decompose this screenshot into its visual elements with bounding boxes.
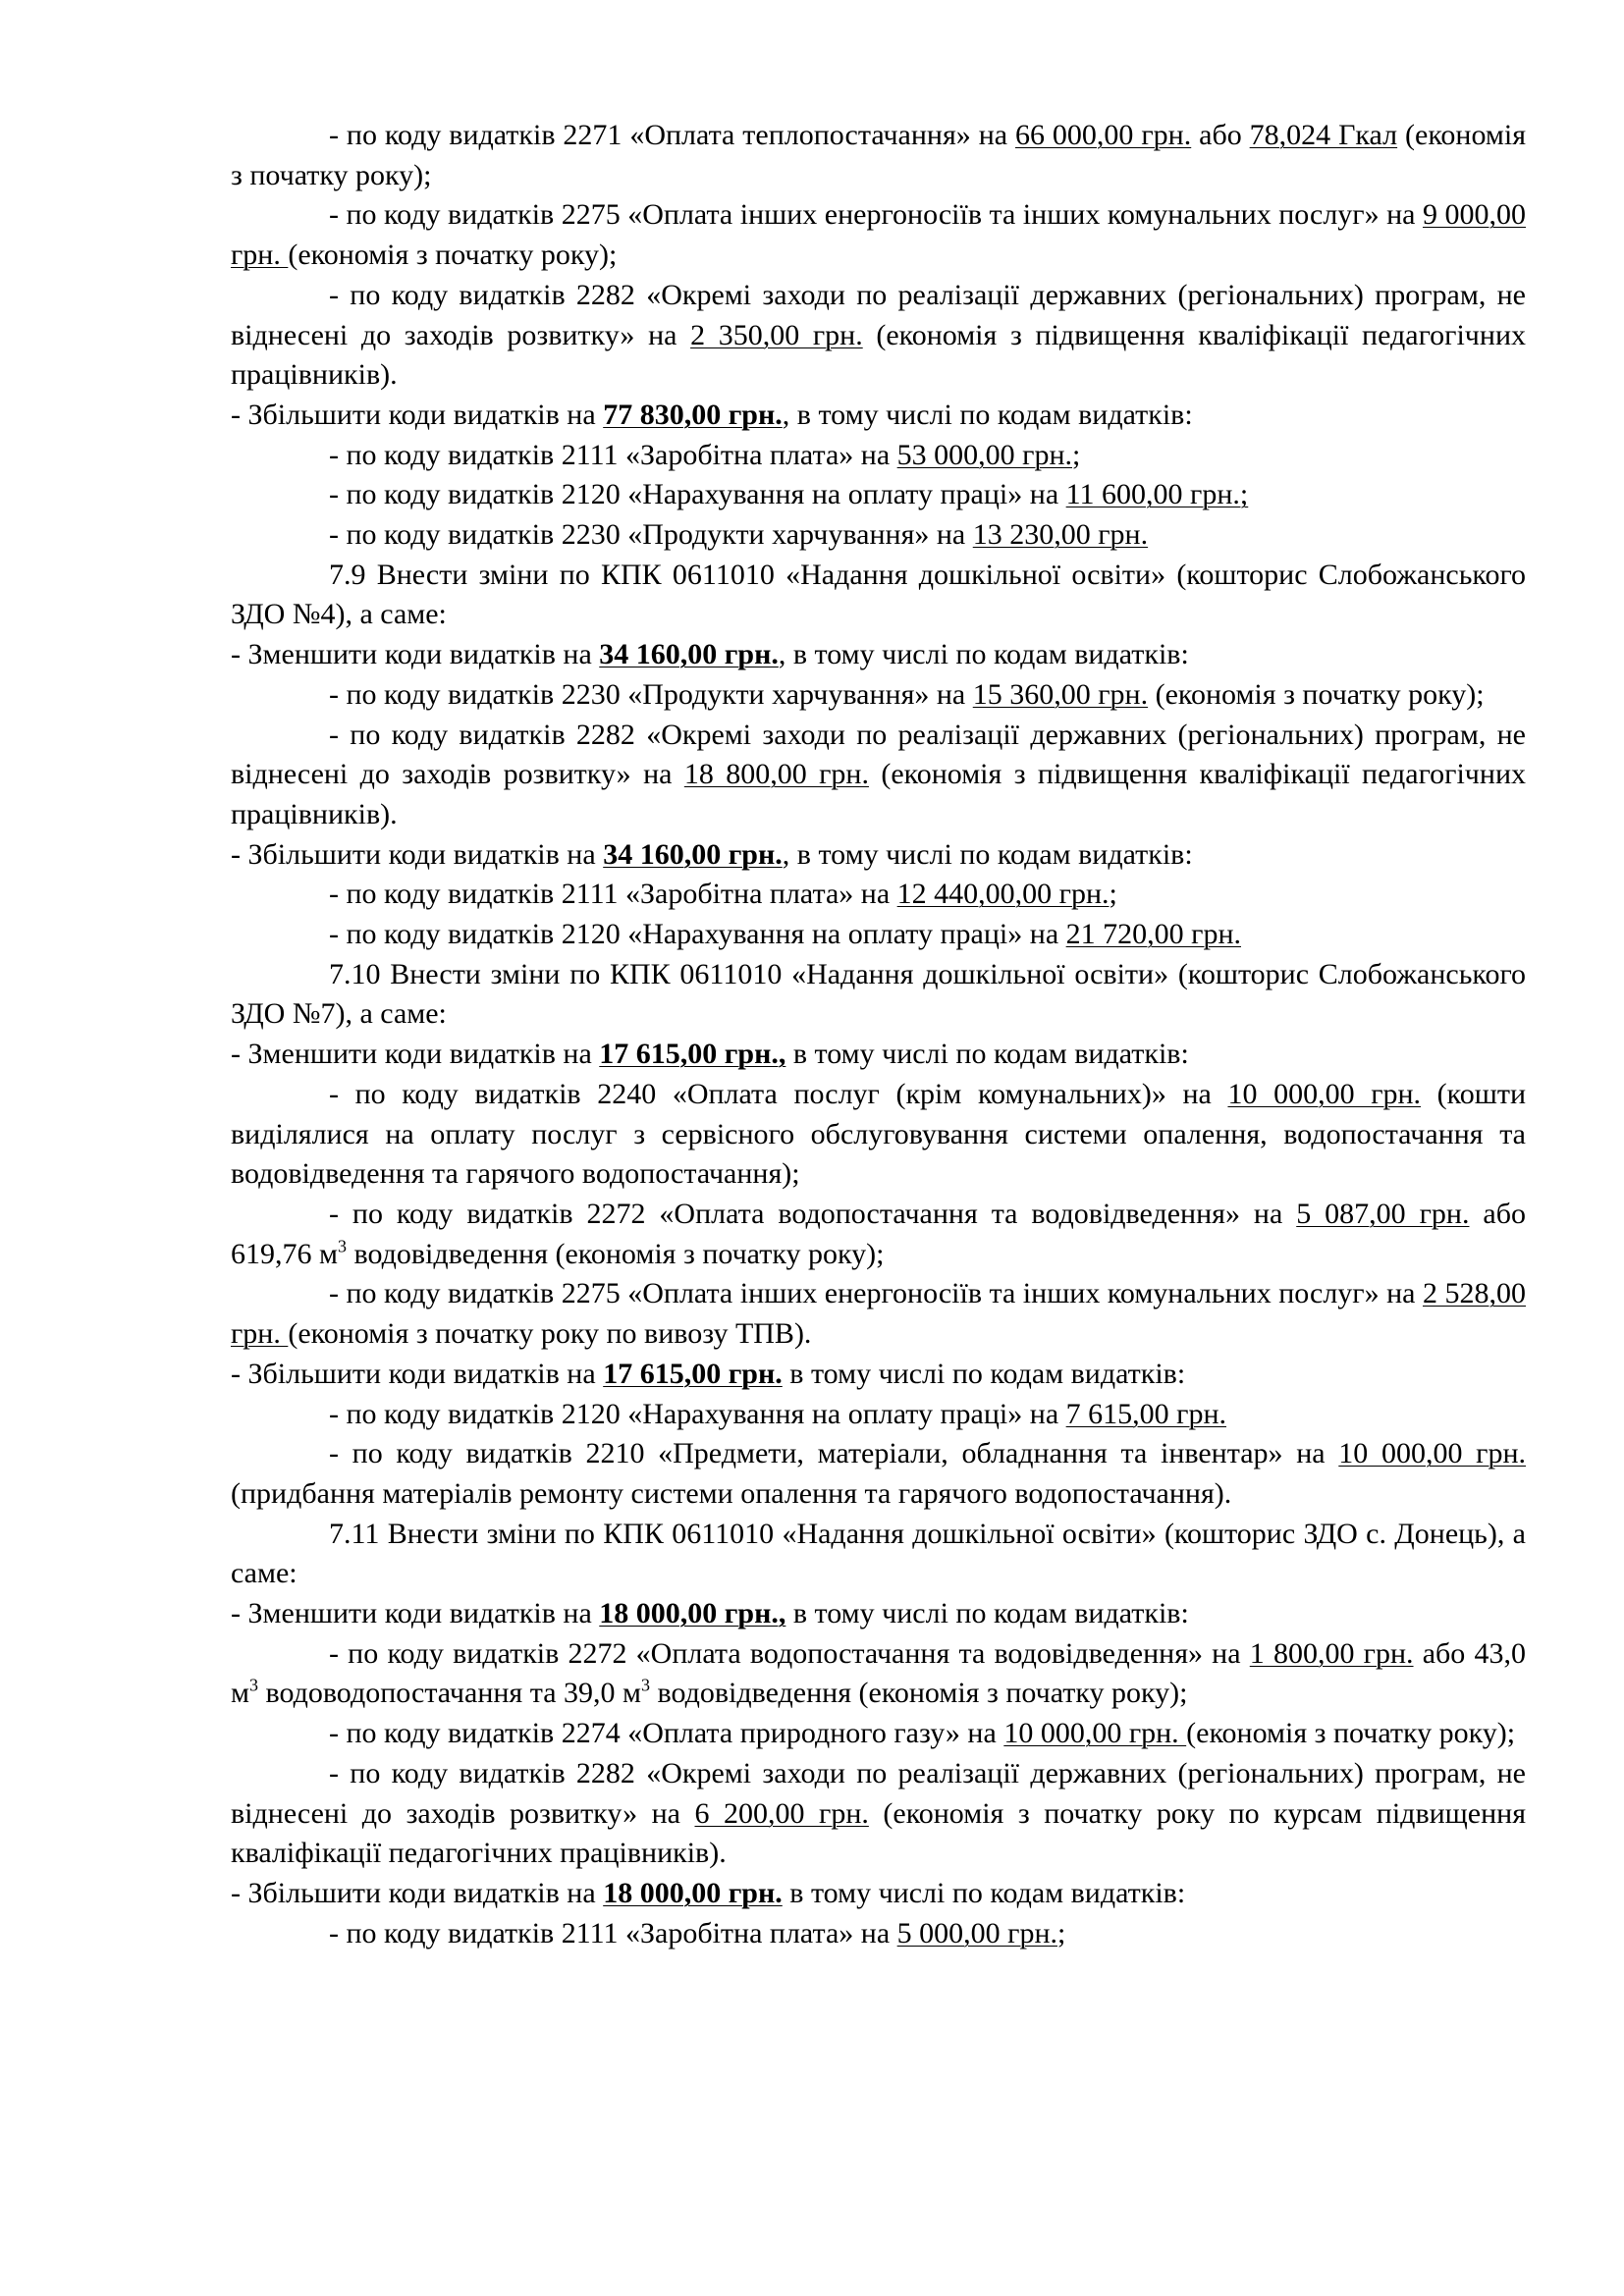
superscript: 3 [248, 1675, 258, 1695]
text-run: - по коду видатків 2120 «Нарахування на оплату праці» на [329, 478, 1066, 511]
text-run: в тому числі по кодам видатків: [785, 1597, 1189, 1630]
paragraph [231, 436, 1526, 476]
paragraph [231, 1075, 1526, 1195]
superscript: 3 [641, 1675, 650, 1695]
amount-text: 10 000,00 грн. [1003, 1717, 1187, 1750]
amount-text: 34 160,00 грн. [603, 837, 783, 871]
text-run: ; [1057, 1916, 1066, 1949]
text-run: в тому числі по кодам видатків: [785, 1038, 1189, 1071]
amount-text: 12 440,00,00 грн. [896, 878, 1110, 911]
paragraph [231, 1355, 1526, 1395]
text-run: (економія з початку року); [1186, 1717, 1516, 1750]
text-run: - Збільшити коди видатків на [231, 1876, 604, 1909]
amount-text: 34 160,00 грн. [599, 638, 779, 671]
text-run: , в тому числі по кодам видатків: [782, 398, 1193, 431]
paragraph [231, 1434, 1526, 1514]
text-run: ; [1109, 878, 1117, 911]
amount-text: 17 615,00 грн., [599, 1038, 786, 1071]
paragraph [231, 1914, 1526, 1954]
amount-text: 21 720,00 грн. [1065, 918, 1241, 951]
text-run: 7.11 Внести зміни по КПК 0611010 «Надання дошкільної освіти» (кошторис ЗДО с. Донець), а саме: [231, 1517, 1526, 1590]
text-run: (економія з початку року по курсам підвищення кваліфікації педагогічних працівників). [231, 1796, 1526, 1870]
text-run: (економія з підвищення кваліфікації педагогічних працівників). [231, 758, 1527, 830]
paragraph [231, 915, 1526, 955]
paragraph [231, 1395, 1526, 1435]
text-run: (економія з підвищення кваліфікації педагогічних працівників). [231, 318, 1527, 392]
text-run: - по коду видатків 2111 «Заробітна плата» на [329, 438, 897, 471]
text-run: - по коду видатків 2282 «Окремі заходи по реалізації державних (регіональних) програм, не віднесені до заходів розвитку» на [231, 718, 1526, 791]
text-run: 7.9 Внести зміни по КПК 0611010 «Надання дошкільної освіти» (кошторис Слобожанського ЗДО №4), а саме: [231, 558, 1526, 631]
amount-text: 17 615,00 грн. [603, 1357, 783, 1390]
text-run: - по коду видатків 2210 «Предмети, матеріали, обладнання та інвентар» на [329, 1437, 1339, 1470]
text-run: - по коду видатків 2111 «Заробітна плата» на [329, 878, 897, 911]
amount-text: 53 000,00 грн. [896, 438, 1072, 471]
paragraph [231, 875, 1526, 915]
text-run: (економія з початку року); [288, 239, 618, 272]
text-run: - по коду видатків 2230 «Продукти харчування» на [329, 677, 973, 711]
text-run: в тому числі по кодам видатків: [782, 1357, 1186, 1390]
text-run: - по коду видатків 2274 «Оплата природного газу» на [329, 1717, 1004, 1750]
superscript: 3 [337, 1236, 347, 1255]
paragraph [231, 515, 1526, 556]
text-run: (економія з початку року); [231, 119, 1526, 191]
text-run: - по коду видатків 2120 «Нарахування на оплату праці» на [329, 1397, 1066, 1430]
text-run: , в тому числі по кодам видатків: [782, 837, 1193, 871]
text-run: , в тому числі по кодам видатків: [778, 638, 1189, 671]
text-run: - Збільшити коди видатків на [231, 398, 604, 431]
text-run: - Зменшити коди видатків на [231, 638, 600, 671]
text-run: - по коду видатків 2272 «Оплата водопостачання та водовідведення» на [329, 1636, 1250, 1670]
text-run: (придбання матеріалів ремонту системи опалення та гарячого водопостачання). [231, 1476, 1232, 1510]
text-run: - Збільшити коди видатків на [231, 837, 604, 871]
amount-text: 5 087,00 грн. [1296, 1197, 1470, 1230]
text-run: в тому числі по кодам видатків: [782, 1876, 1186, 1909]
paragraph [231, 1515, 1526, 1594]
paragraph [231, 675, 1526, 716]
amount-text: 10 000,00 грн. [1338, 1437, 1527, 1470]
paragraph [231, 1874, 1526, 1914]
amount-text: 66 000,00 грн. [1015, 119, 1192, 151]
text-run: - по коду видатків 2240 «Оплата послуг (крім комунальних)» на [329, 1077, 1228, 1110]
amount-text: 7 615,00 грн. [1065, 1397, 1226, 1430]
amount-text: 9 000,00 грн. [231, 198, 1526, 272]
amount-text: 10 000,00 грн. [1227, 1077, 1422, 1110]
paragraph [231, 276, 1526, 396]
text-run: - Збільшити коди видатків на [231, 1357, 604, 1390]
amount-text: 1 800,00 грн. [1249, 1636, 1414, 1670]
text-run: - Зменшити коди видатків на [231, 1597, 600, 1630]
text-run: - по коду видатків 2230 «Продукти харчування» на [329, 518, 973, 552]
amount-text: 5 000,00 грн. [896, 1916, 1057, 1949]
paragraph [231, 1195, 1526, 1274]
paragraph [231, 556, 1526, 635]
paragraph [231, 635, 1526, 675]
text-run: - по коду видатків 2120 «Нарахування на оплату праці» на [329, 918, 1066, 951]
amount-text: 6 200,00 грн. [694, 1796, 869, 1830]
paragraph [231, 1274, 1526, 1354]
amount-text: 18 800,00 грн. [683, 758, 869, 791]
paragraph [231, 1634, 1526, 1714]
text-run: - по коду видатків 2275 «Оплата інших енергоносіїв та інших комунальних послуг» на [329, 198, 1423, 232]
text-run: 7.10 Внести зміни по КПК 0611010 «Надання дошкільної освіти» (кошторис Слобожанського ЗДО №7), а саме: [231, 957, 1526, 1031]
amount-text: 77 830,00 грн. [603, 398, 783, 431]
text-run: водовідведення (економія з початку року); [650, 1677, 1188, 1710]
text-run: - по коду видатків 2111 «Заробітна плата» на [329, 1916, 897, 1949]
paragraph [231, 475, 1526, 515]
text-run: - Зменшити коди видатків на [231, 1038, 600, 1071]
paragraph [231, 195, 1526, 275]
paragraph [231, 716, 1526, 835]
paragraph [231, 1754, 1526, 1874]
text-run: (економія з початку року); [1148, 677, 1485, 711]
text-run: водовідведення (економія з початку року); [346, 1237, 885, 1270]
text-run: - по коду видатків 2275 «Оплата інших енергоносіїв та інших комунальних послуг» на [329, 1277, 1423, 1310]
amount-text: 2 350,00 грн. [690, 318, 863, 351]
text-run: ; [1072, 438, 1081, 471]
text-run: водоводопостачання та 39,0 м [257, 1677, 641, 1710]
text-run: - по коду видатків 2271 «Оплата теплопостачання» на [329, 119, 1015, 151]
text-run: або 43,0 м [231, 1636, 1527, 1710]
paragraph [231, 1594, 1526, 1634]
amount-text: 11 600,00 грн.; [1065, 478, 1249, 511]
paragraph [231, 116, 1526, 195]
text-run: (економія з початку року по вивозу ТПВ). [288, 1317, 812, 1351]
amount-text: 2 528,00 грн. [231, 1277, 1526, 1351]
paragraph [231, 1035, 1526, 1075]
amount-text: 18 000,00 грн., [599, 1597, 786, 1630]
paragraph [231, 955, 1526, 1035]
text-run: - по коду видатків 2282 «Окремі заходи по реалізації державних (регіональних) програм, не віднесені до заходів розвитку» на [231, 278, 1526, 351]
amount-text: 78,024 Гкал [1249, 119, 1398, 151]
amount-text: 15 360,00 грн. [972, 677, 1149, 711]
text-run: (кошти виділялися на оплату послуг з сервісного обслуговування системи опалення, водопостачання та водовідведення та гарячого водопостачання); [231, 1077, 1526, 1191]
text-run: - по коду видатків 2272 «Оплата водопостачання та водовідведення» на [329, 1197, 1297, 1230]
paragraph [231, 1714, 1526, 1754]
text-run: або 619,76 м [231, 1197, 1526, 1270]
amount-text: 13 230,00 грн. [972, 518, 1149, 552]
paragraph [231, 396, 1526, 436]
paragraph [231, 835, 1526, 876]
text-run: або [1191, 119, 1250, 151]
text-run: - по коду видатків 2282 «Окремі заходи по реалізації державних (регіональних) програм, не віднесені до заходів розвитку» на [231, 1756, 1526, 1830]
amount-text: 18 000,00 грн. [603, 1876, 783, 1909]
